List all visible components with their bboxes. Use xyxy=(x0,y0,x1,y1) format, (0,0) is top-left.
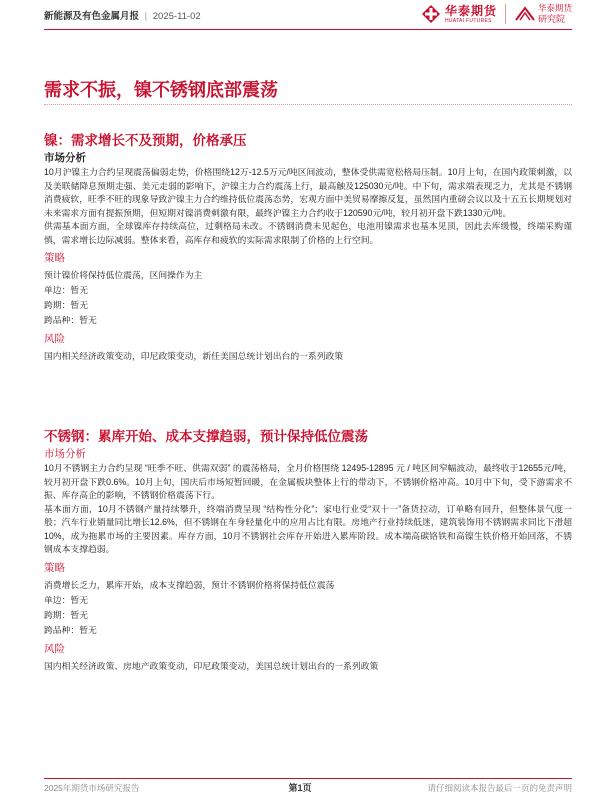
nickel-spread: 跨期：暂无 xyxy=(44,300,88,310)
logo-divider xyxy=(505,4,506,24)
nickel-strategy-label: 策略 xyxy=(44,252,65,264)
nickel-market-para-1: 10月沪镍主力合约呈现震荡偏弱走势，价格围绕12万-12.5万元/吨区间波动，整体受供需宽松格局压制。10月上旬，在国内政策刺激，以及美联储降息预期走强、美元走弱的影响下，沪镍主力合约震荡上行，最高触及125030元/吨。中下旬，需求端表现乏力，尤其是不锈钢消费疲软，旺季不旺的现象导致沪镍主力合约维持低位震荡态势，宏观方面中美贸易摩擦反复，虽然国内重磅会议以及十五五长期规划对未来需求方面有提振预期，但短期对镍消费刺激有限，最终沪镍主力合约收于120590元/吨，较月初开盘下跌1330元/吨。 xyxy=(44,167,572,218)
header-separator: | xyxy=(144,11,148,22)
stainless-market-analysis-label: 市场分析 xyxy=(44,448,86,460)
header-rule xyxy=(44,29,572,30)
report-title: 需求不振，镍不锈钢底部震荡 xyxy=(44,80,278,100)
huatai-logo-icon xyxy=(421,4,441,24)
header-category-line xyxy=(44,8,201,22)
stainless-heading: 不锈钢：累库开始、成本支撑趋弱，预计保持低位震荡 xyxy=(44,429,368,444)
stainless-market-para-2: 基本面方面，10月不锈钢产量持续攀升，终端消费呈现 “结构性分化”；家电行业受“双十一”备货拉动，订单略有回升，但整体景气度一般；汽车行业销量同比增长12.6%，但不锈钢在车身轻量化中的应用占比有限。房地产行业持续低迷，建筑装饰用不锈钢需求同比下滑超10%，成为拖累市场的主要因素。库存方面，10月不锈钢社会库存开始进入累库阶段。成本端高碳铬铁和高镍生铁价格开始回落，不锈钢成本支撑趋弱。 xyxy=(44,503,572,554)
institute-logo-icon xyxy=(514,5,536,23)
stainless-strategy-label: 策略 xyxy=(44,561,65,574)
title-divider xyxy=(44,104,572,105)
stainless-market-para-1: 10月不锈钢主力合约呈现 “旺季不旺、供需双弱” 的震荡格局，全月价格围绕 12495-12895 元 / 吨区间窄幅波动，最终收于12655元/吨，较月初开盘下跌0.6%。10月上旬，国庆后市场短暂回暖，在金属板块整体上行的带动下，不锈钢价格冲高。10月中下旬，受下游需求不振、库存高企的影响，不锈钢价格震荡下行。 xyxy=(44,463,572,500)
institute-logo-text xyxy=(538,4,572,24)
nickel-risk-text: 国内相关经济政策变动，印尼政策变动，新任美国总统计划出台的一系列政策 xyxy=(44,351,344,361)
stainless-spread: 跨期：暂无 xyxy=(44,609,88,620)
nickel-market-para-2: 供需基本面方面，全球镍库存持续高位，过剩格局未改。不锈钢消费未见起色，电池用镍需求也基本见顶，因此去库缓慢，终端采购谨慎，需求增长边际减弱。整体来看，高库存和疲软的实际需求限制了价格的上行空间。 xyxy=(44,221,572,245)
stainless-risk-text: 国内相关经济政策、房地产政策变动，印尼政策变动，美国总统计划出台的一系列政策 xyxy=(44,660,379,671)
brand-name-en: HUATAI FUTURES xyxy=(444,17,492,24)
nickel-risk-label: 风险 xyxy=(44,333,65,345)
stainless-single-side: 单边：暂无 xyxy=(44,594,88,605)
brand-name-cn: 华泰期货 xyxy=(444,3,497,18)
nickel-cross-variety: 跨品种：暂无 xyxy=(44,315,97,325)
header-logos xyxy=(421,1,572,27)
stainless-risk-label: 风险 xyxy=(44,642,65,655)
footer-page-number: 第1页 xyxy=(288,783,312,793)
nickel-heading: 镍：需求增长不及预期，价格承压 xyxy=(44,133,247,148)
report-date: 2025-11-02 xyxy=(152,11,201,22)
footer-rule xyxy=(44,778,572,779)
nickel-strategy-text: 预计镍价将保持低位震荡，区间操作为主 xyxy=(44,270,203,280)
stainless-cross-variety: 跨品种：暂无 xyxy=(44,624,97,635)
report-category: 新能源及有色金属月报 xyxy=(44,11,140,22)
nickel-section xyxy=(44,131,572,364)
nickel-single-side: 单边：暂无 xyxy=(44,285,88,295)
stainless-strategy-text: 消费增长乏力，累库开始，成本支撑趋弱，预计不锈钢价格将保持低位震荡 xyxy=(44,579,335,590)
institute-name-line2: 研究院 xyxy=(537,13,565,24)
nickel-market-analysis-label: 市场分析 xyxy=(44,152,86,164)
footer-report-name: 2025年期货市场研究报告 xyxy=(44,783,140,793)
stainless-section xyxy=(44,427,572,674)
institute-name-line1: 华泰期货 xyxy=(537,3,572,14)
brand-logo-text xyxy=(445,5,497,24)
footer-disclaimer-note: 请仔细阅读本报告最后一页的免责声明 xyxy=(427,783,572,793)
